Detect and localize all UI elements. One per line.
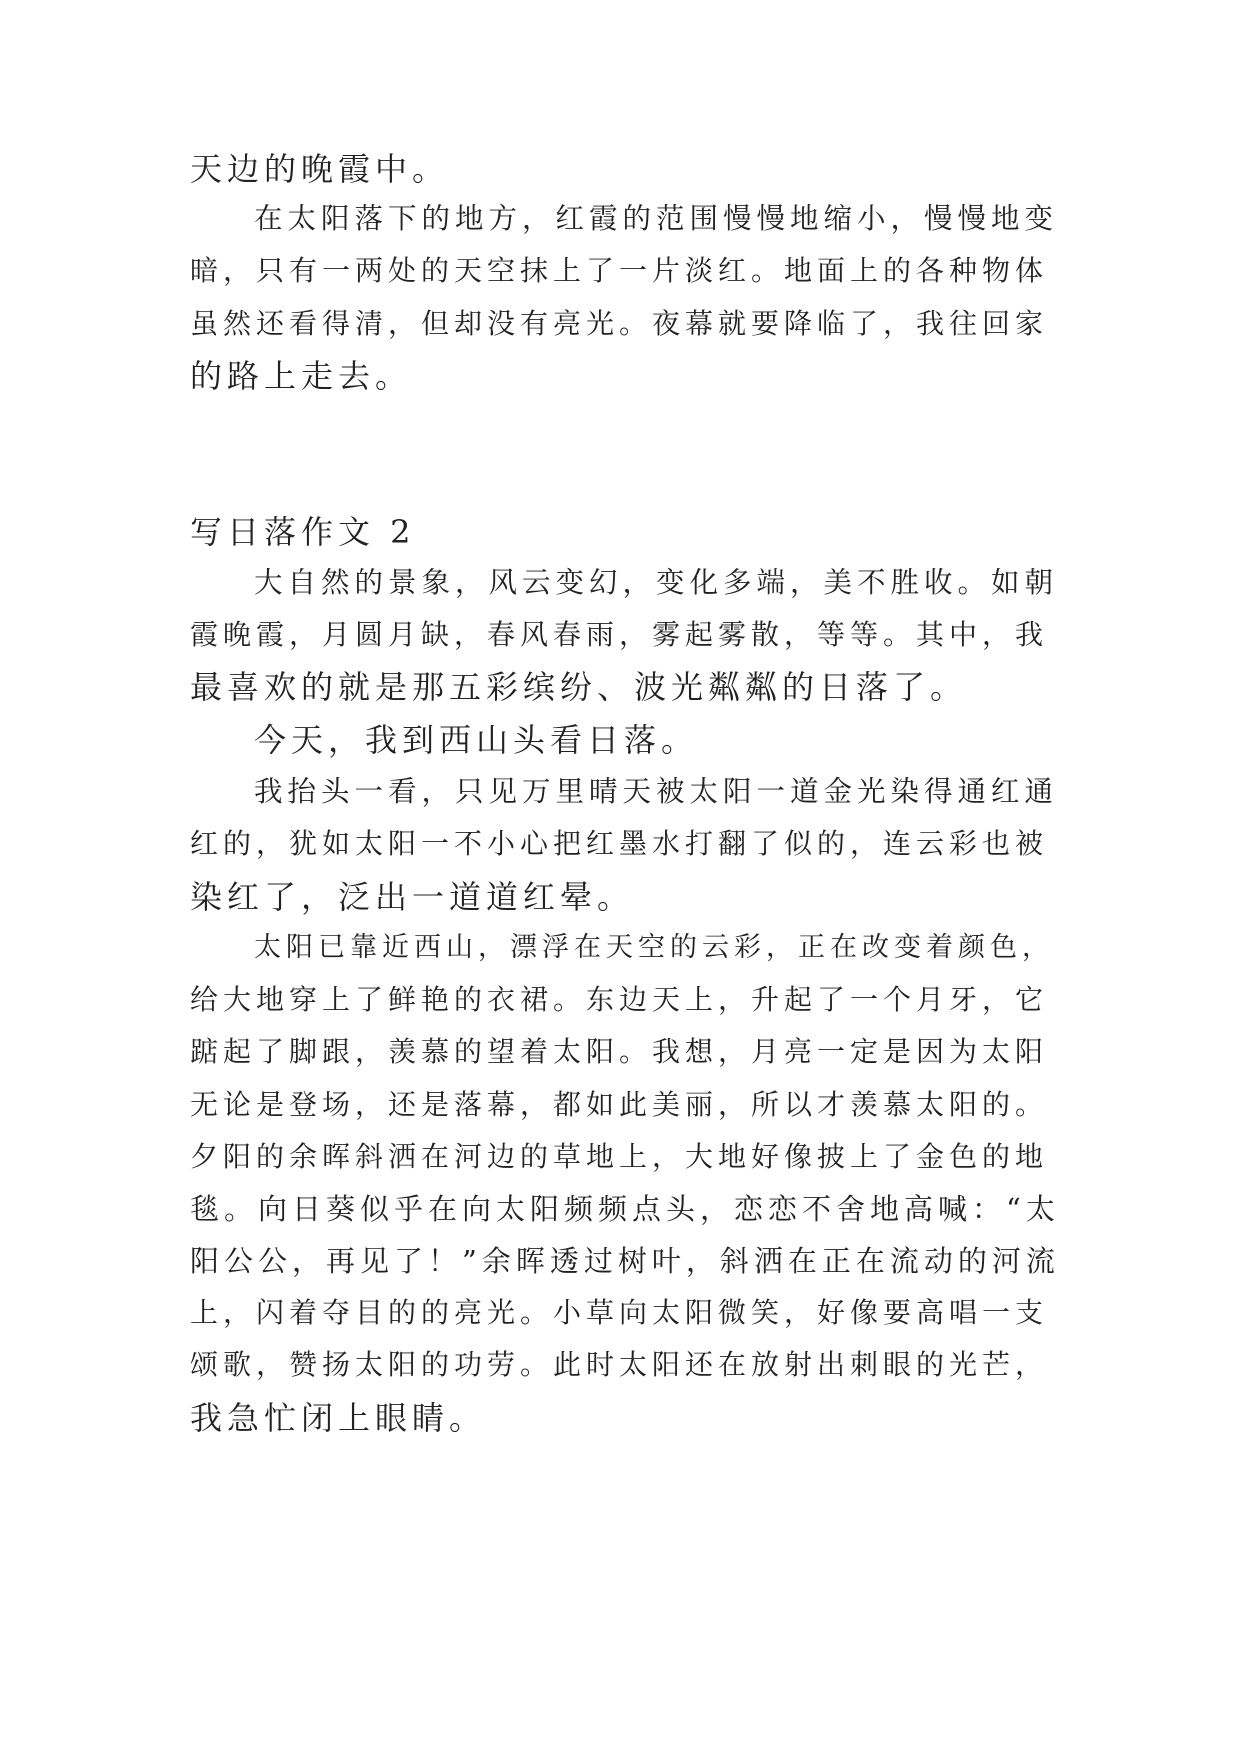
section-heading: 写日落作文 2 — [190, 513, 416, 551]
text-line: 夕阳的余晖斜洒在河边的草地上，大地好像披上了金色的地 — [190, 1140, 1049, 1173]
text-line: 毯。向日葵似乎在向太阳频频点头，恋恋不舍地高喊：“太 — [190, 1192, 1060, 1226]
text-line: 给大地穿上了鲜艳的衣裙。东边天上，升起了一个月牙，它 — [190, 983, 1049, 1016]
text-line: 阳公公，再见了！”余晖透过树叶，斜洒在正在流动的河流 — [190, 1244, 1060, 1278]
paragraph-first-line: 今天，我到西山头看日落。 — [254, 721, 699, 759]
text-line: 暗，只有一两处的天空抹上了一片淡红。地面上的各种物体 — [190, 254, 1049, 287]
text-line: 最喜欢的就是那五彩缤纷、波光粼粼的日落了。 — [190, 668, 968, 706]
text-line: 上，闪着夺目的的亮光。小草向太阳微笑，好像要高唱一支 — [190, 1296, 1049, 1329]
paragraph-first-line: 大自然的景象，风云变幻，变化多端，美不胜收。如朝 — [254, 566, 1059, 599]
text-line: 霞晚霞，月圆月缺，春风春雨，雾起雾散，等等。其中，我 — [190, 618, 1049, 651]
text-line: 的路上走去。 — [190, 357, 413, 395]
text-line: 踮起了脚跟，羡慕的望着太阳。我想，月亮一定是因为太阳 — [190, 1035, 1049, 1068]
paragraph-first-line: 在太阳落下的地方，红霞的范围慢慢地缩小，慢慢地变 — [254, 202, 1059, 235]
paragraph-first-line: 我抬头一看，只见万里晴天被太阳一道金光染得通红通 — [254, 775, 1059, 808]
text-line: 染红了，泛出一道道红晕。 — [190, 878, 635, 916]
text-line: 颂歌，赞扬太阳的功劳。此时太阳还在放射出刺眼的光芒， — [190, 1348, 1049, 1381]
text-line: 我急忙闭上眼睛。 — [190, 1399, 487, 1437]
text-line: 红的，犹如太阳一不小心把红墨水打翻了似的，连云彩也被 — [190, 827, 1049, 860]
paragraph-first-line: 太阳已靠近西山，漂浮在天空的云彩，正在改变着颜色， — [254, 932, 1054, 963]
text-line: 无论是登场，还是落幕，都如此美丽，所以才羡慕太阳的。 — [190, 1088, 1049, 1121]
text-line: 天边的晚霞中。 — [190, 150, 450, 188]
text-line: 虽然还看得清，但却没有亮光。夜幕就要降临了，我往回家 — [190, 307, 1049, 340]
